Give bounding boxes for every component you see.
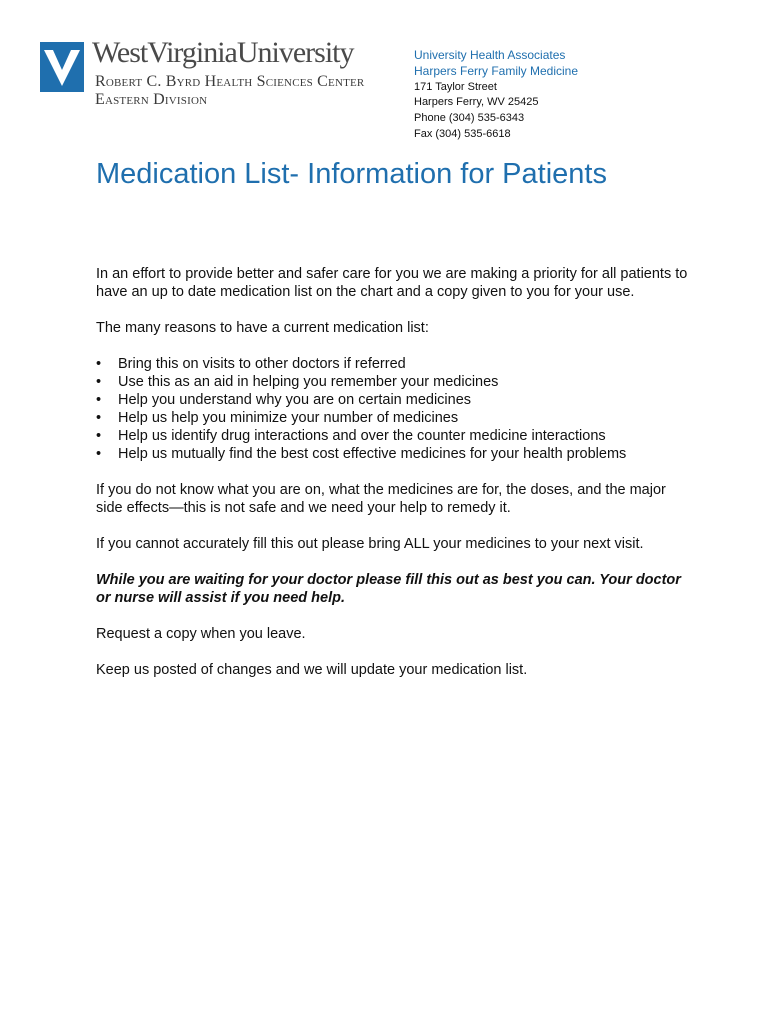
- keep-posted-paragraph: Keep us posted of changes and we will update your medication list.: [96, 662, 528, 678]
- logo-wordmark: WestVirginiaUniversity: [92, 36, 354, 69]
- practice-name: Harpers Ferry Family Medicine: [414, 63, 579, 78]
- list-item: • Use this as an aid in helping you remember your medicines: [96, 373, 696, 391]
- wv-logo-icon: [40, 42, 84, 92]
- intro-paragraph: In an effort to provide better and safer care for you we are making a priority for all patients to have an up to date medication list on the chart and a copy given to you for your use.: [96, 266, 688, 300]
- reasons-heading: The many reasons to have a current medication list:: [96, 320, 429, 336]
- document-body: [96, 265, 696, 697]
- logo-subtitle-division: Eastern Division: [95, 91, 208, 108]
- street-address: 171 Taylor Street: [414, 80, 497, 93]
- emphasis-paragraph: While you are waiting for your doctor please fill this out as best you can. Your doctor or nurse will assist if you need help.: [96, 572, 681, 606]
- letterhead-address: [414, 48, 578, 143]
- list-item: • Bring this on visits to other doctors if referred: [96, 355, 696, 373]
- list-item: • Help you understand why you are on certain medicines: [96, 391, 696, 409]
- phone-number: Phone (304) 535-6343: [414, 112, 525, 125]
- reasons-list: [96, 355, 696, 463]
- org-name: University Health Associates: [414, 48, 566, 62]
- logo-subtitle-center: Robert C. Byrd Health Sciences Center: [95, 73, 365, 90]
- list-item: • Help us identify drug interactions and over the counter medicine interactions: [96, 427, 696, 445]
- safety-paragraph: If you do not know what you are on, what the medicines are for, the doses, and the major side effects—this is not safe and we need your help to remedy it.: [96, 482, 666, 516]
- document-title: Medication List- Information for Patients: [96, 158, 607, 190]
- list-item: • Help us mutually find the best cost effective medicines for your health problems: [96, 445, 696, 463]
- list-item: • Help us help you minimize your number of medicines: [96, 409, 696, 427]
- bring-medicines-paragraph: If you cannot accurately fill this out please bring ALL your medicines to your next visit.: [96, 536, 644, 552]
- request-copy-paragraph: Request a copy when you leave.: [96, 626, 306, 642]
- university-logo: [40, 36, 410, 112]
- city-state-zip: Harpers Ferry, WV 25425: [414, 96, 539, 109]
- fax-number: Fax (304) 535-6618: [414, 127, 511, 140]
